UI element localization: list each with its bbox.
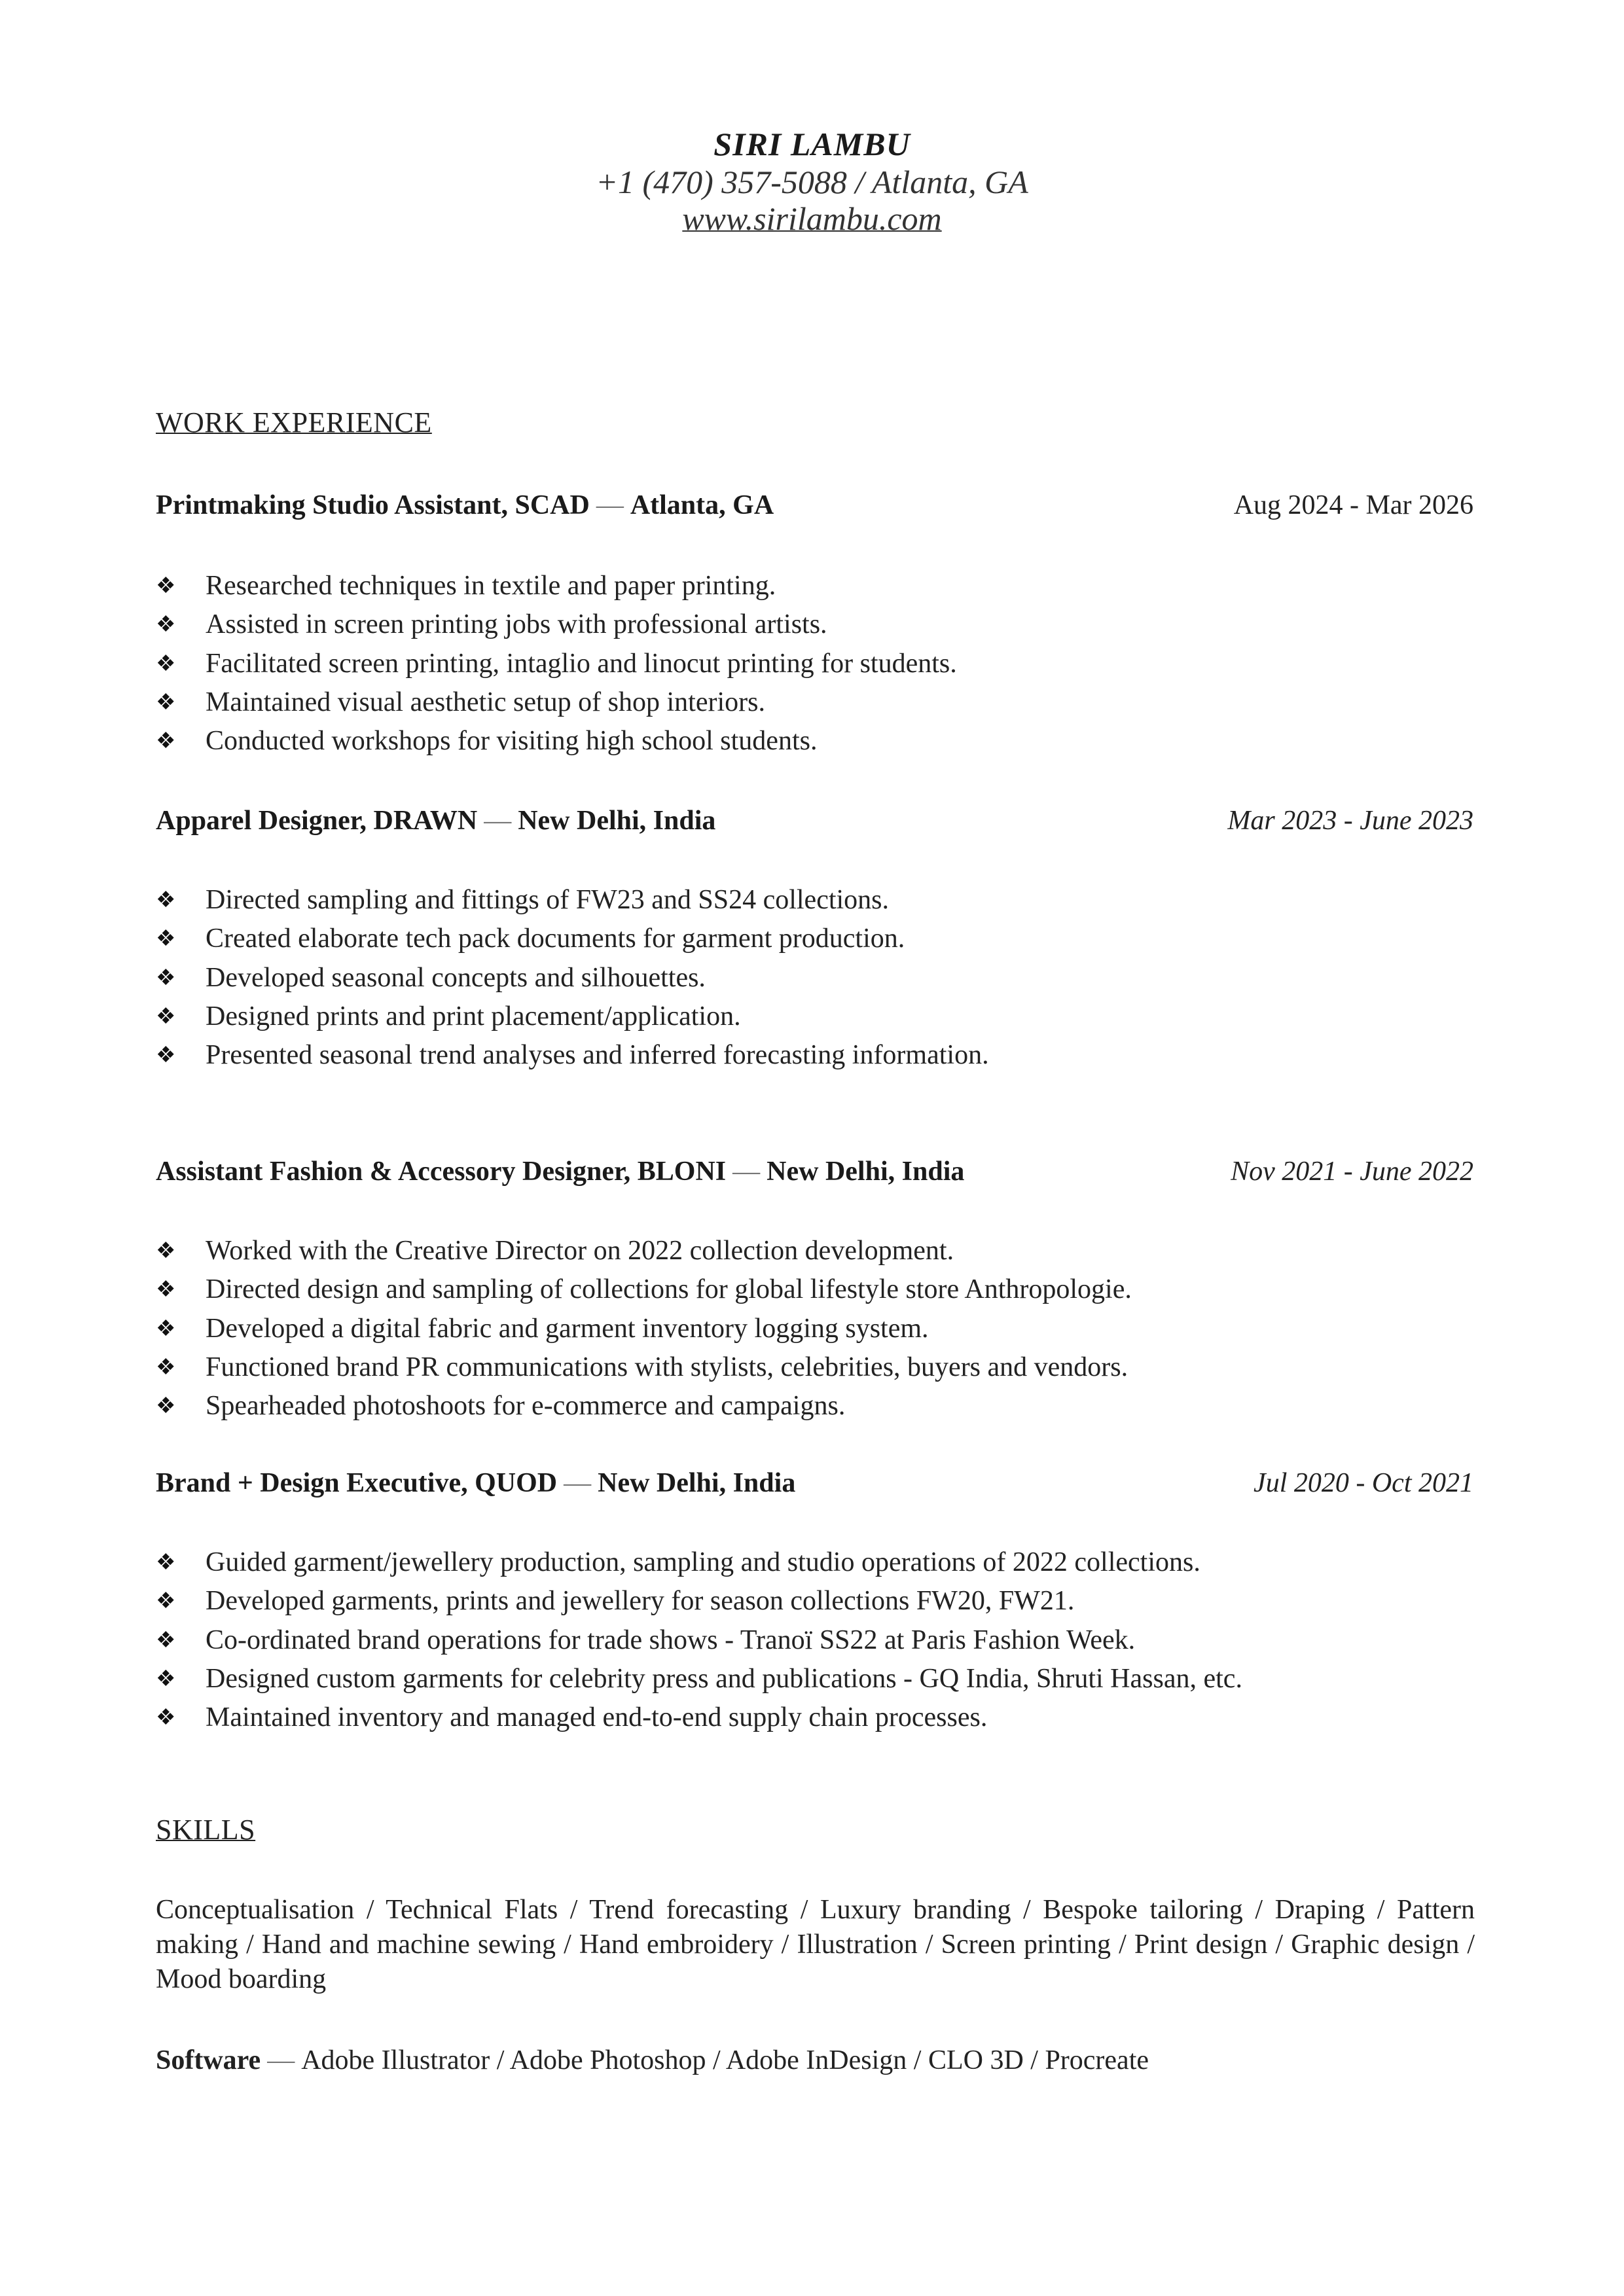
diamond-bullet-icon: ❖ bbox=[156, 1239, 176, 1263]
job-location: Atlanta, GA bbox=[630, 490, 774, 520]
list-item bbox=[156, 1232, 1132, 1270]
bullet-text: Co-ordinated brand operations for trade shows - Tranoï SS22 at Paris Fashion Week. bbox=[206, 1624, 1136, 1655]
list-item bbox=[156, 683, 957, 722]
job-location: New Delhi, India bbox=[767, 1157, 965, 1187]
diamond-bullet-icon: ❖ bbox=[156, 927, 176, 952]
job-title bbox=[156, 1156, 964, 1187]
bullet-text: Functioned brand PR communications with stylists, celebrities, buyers and vendors. bbox=[206, 1352, 1128, 1382]
list-item bbox=[156, 881, 989, 920]
list-item bbox=[156, 1348, 1132, 1387]
list-item bbox=[156, 1543, 1242, 1582]
bullet-text: Directed sampling and fittings of FW23 and SS24 collections. bbox=[206, 885, 890, 915]
software-dash: — bbox=[267, 2045, 295, 2075]
title-dash: — bbox=[564, 1468, 592, 1498]
job-dates: Jul 2020 - Oct 2021 bbox=[1254, 1468, 1473, 1498]
diamond-bullet-icon: ❖ bbox=[156, 1551, 176, 1575]
diamond-bullet-icon: ❖ bbox=[156, 1628, 176, 1653]
diamond-bullet-icon: ❖ bbox=[156, 888, 176, 912]
bullet-text: Created elaborate tech pack documents for garment production. bbox=[206, 924, 905, 954]
job-bullet-list bbox=[156, 881, 989, 1075]
list-item bbox=[156, 920, 989, 958]
job-role: Brand + Design Executive, QUOD bbox=[156, 1468, 558, 1498]
title-dash: — bbox=[484, 806, 512, 836]
candidate-name: SIRI LAMBU bbox=[713, 126, 911, 162]
software-line bbox=[156, 2045, 1149, 2076]
list-item bbox=[156, 1310, 1132, 1348]
job-title bbox=[156, 490, 774, 521]
bullet-text: Facilitated screen printing, intaglio and linocut printing for students. bbox=[206, 648, 957, 679]
list-item bbox=[156, 567, 957, 605]
diamond-bullet-icon: ❖ bbox=[156, 574, 176, 598]
bullet-text: Conducted workshops for visiting high school students. bbox=[206, 726, 818, 757]
list-item bbox=[156, 1270, 1132, 1309]
job-bullet-list bbox=[156, 1232, 1132, 1426]
job-bullet-list bbox=[156, 567, 957, 761]
title-dash: — bbox=[596, 490, 624, 520]
job-dates: Nov 2021 - June 2022 bbox=[1231, 1157, 1473, 1187]
list-item bbox=[156, 1582, 1242, 1621]
diamond-bullet-icon: ❖ bbox=[156, 1316, 176, 1341]
job-dates: Mar 2023 - June 2023 bbox=[1227, 806, 1473, 836]
contact-line: +1 (470) 357-5088 / Atlanta, GA bbox=[596, 164, 1028, 200]
job-role: Printmaking Studio Assistant, SCAD bbox=[156, 490, 590, 520]
software-list: Adobe Illustrator / Adobe Photoshop / Adobe InDesign / CLO 3D / Procreate bbox=[301, 2045, 1149, 2075]
diamond-bullet-icon: ❖ bbox=[156, 1278, 176, 1302]
software-label: Software bbox=[156, 2045, 261, 2075]
bullet-text: Developed seasonal concepts and silhouettes. bbox=[206, 962, 706, 993]
bullet-text: Presented seasonal trend analyses and inferred forecasting information. bbox=[206, 1040, 989, 1071]
diamond-bullet-icon: ❖ bbox=[156, 1004, 176, 1029]
list-item bbox=[156, 1621, 1242, 1660]
skills-heading: SKILLS bbox=[156, 1814, 256, 1846]
work-experience-heading: WORK EXPERIENCE bbox=[156, 406, 432, 439]
diamond-bullet-icon: ❖ bbox=[156, 613, 176, 637]
list-item bbox=[156, 1660, 1242, 1698]
job-bullet-list bbox=[156, 1543, 1242, 1737]
list-item bbox=[156, 959, 989, 997]
job-location: New Delhi, India bbox=[518, 806, 716, 836]
job-role: Assistant Fashion & Accessory Designer, BLONI bbox=[156, 1157, 727, 1187]
bullet-text: Maintained inventory and managed end-to-end supply chain processes. bbox=[206, 1702, 988, 1733]
bullet-text: Worked with the Creative Director on 2022 collection development. bbox=[206, 1236, 954, 1266]
bullet-text: Developed a digital fabric and garment inventory logging system. bbox=[206, 1313, 929, 1344]
title-dash: — bbox=[732, 1157, 761, 1187]
list-item bbox=[156, 645, 957, 683]
diamond-bullet-icon: ❖ bbox=[156, 690, 176, 715]
skills-list: Conceptualisation / Technical Flats / Trend forecasting / Luxury branding / Bespoke tailoring / Draping / Pattern making / Hand and machine sewing / Hand embroidery / Illustration / Screen printing / Print design / Graphic design / Mood boarding bbox=[156, 1895, 1475, 1994]
diamond-bullet-icon: ❖ bbox=[156, 651, 176, 676]
resume-header bbox=[0, 124, 1624, 237]
list-item bbox=[156, 1698, 1242, 1737]
diamond-bullet-icon: ❖ bbox=[156, 1666, 176, 1691]
diamond-bullet-icon: ❖ bbox=[156, 1043, 176, 1068]
list-item bbox=[156, 605, 957, 644]
bullet-text: Designed custom garments for celebrity press and publications - GQ India, Shruti Hassan, etc. bbox=[206, 1663, 1242, 1694]
job-location: New Delhi, India bbox=[598, 1468, 796, 1498]
job-title bbox=[156, 805, 715, 836]
bullet-text: Spearheaded photoshoots for e-commerce and campaigns. bbox=[206, 1391, 846, 1422]
bullet-text: Designed prints and print placement/application. bbox=[206, 1001, 741, 1031]
bullet-text: Researched techniques in textile and paper printing. bbox=[206, 571, 776, 601]
diamond-bullet-icon: ❖ bbox=[156, 1589, 176, 1614]
bullet-text: Developed garments, prints and jewellery for season collections FW20, FW21. bbox=[206, 1586, 1075, 1617]
diamond-bullet-icon: ❖ bbox=[156, 1394, 176, 1419]
job-dates: Aug 2024 - Mar 2026 bbox=[1233, 490, 1473, 520]
bullet-text: Guided garment/jewellery production, sampling and studio operations of 2022 collections. bbox=[206, 1547, 1200, 1577]
list-item bbox=[156, 997, 989, 1036]
list-item bbox=[156, 722, 957, 761]
job-role: Apparel Designer, DRAWN bbox=[156, 806, 478, 836]
bullet-text: Directed design and sampling of collections for global lifestyle store Anthropologie. bbox=[206, 1274, 1132, 1305]
list-item bbox=[156, 1036, 989, 1075]
website-link[interactable]: www.sirilambu.com bbox=[682, 200, 942, 237]
diamond-bullet-icon: ❖ bbox=[156, 965, 176, 990]
diamond-bullet-icon: ❖ bbox=[156, 1706, 176, 1731]
diamond-bullet-icon: ❖ bbox=[156, 729, 176, 754]
bullet-text: Assisted in screen printing jobs with professional artists. bbox=[206, 609, 827, 640]
job-title bbox=[156, 1467, 795, 1499]
list-item bbox=[156, 1387, 1132, 1426]
bullet-text: Maintained visual aesthetic setup of shop interiors. bbox=[206, 687, 765, 717]
diamond-bullet-icon: ❖ bbox=[156, 1355, 176, 1380]
